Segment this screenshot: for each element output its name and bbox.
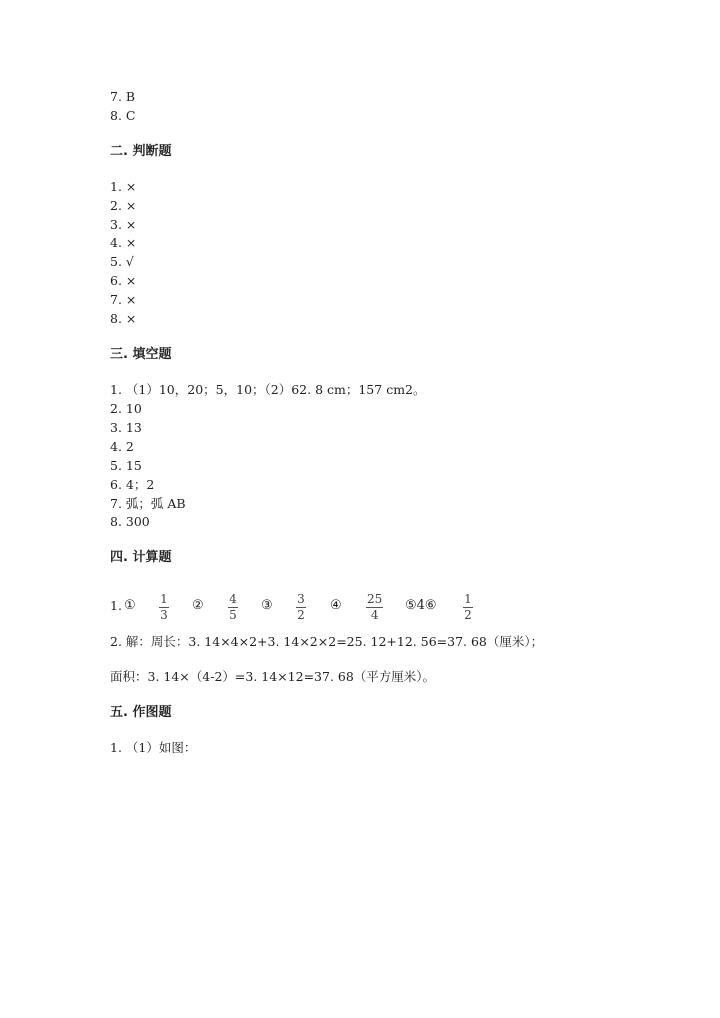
fraction: [366, 593, 383, 622]
answer-line: 3. ×: [110, 217, 137, 232]
section-heading: 三. 填空题: [110, 347, 172, 362]
section-heading: 四. 计算题: [110, 550, 172, 565]
circled-marker: ④: [330, 598, 342, 613]
answer-line: 4. 2: [110, 439, 134, 454]
fraction-denominator: 4: [370, 608, 379, 622]
answer-line: 4. ×: [110, 235, 137, 250]
fraction: [463, 593, 473, 622]
answer-line: 7. B: [110, 89, 136, 104]
circled-marker: ③: [261, 598, 273, 613]
fraction-numerator: 3: [297, 592, 305, 606]
fraction-numerator: 1: [160, 592, 168, 606]
section-heading: 五. 作图题: [110, 705, 172, 720]
fraction: [228, 593, 238, 622]
answer-line: 1. （1）如图：: [110, 740, 197, 755]
fraction-numerator: 4: [229, 592, 237, 606]
answer-line: 7. 弧；弧 AB: [110, 496, 186, 511]
answer-line: 2. 解：周长：3. 14×4×2+3. 14×2×2=25. 12+12. 56=37. 68（厘米）；: [110, 634, 544, 649]
answer-line: 6. 4；2: [110, 477, 155, 492]
fraction-denominator: 3: [160, 608, 168, 622]
section-heading: 二. 判断题: [110, 144, 172, 159]
fraction-numerator: 25: [367, 592, 383, 606]
fraction: [159, 593, 169, 622]
answer-line: 8. C: [110, 108, 136, 123]
answer-line: 面积：3. 14×（4-2）=3. 14×12=37. 68（平方厘米）。: [110, 669, 436, 684]
fraction-numerator: 1: [464, 592, 472, 606]
answer-line: 5. √: [110, 254, 134, 269]
answer-line: 6. ×: [110, 273, 137, 288]
fraction-denominator: 2: [297, 608, 305, 622]
circled-marker: ②: [192, 598, 204, 613]
answer-line: 8. ×: [110, 311, 137, 326]
answer-line: 2. ×: [110, 198, 137, 213]
question-number: 1.: [110, 598, 122, 613]
fraction-denominator: 5: [229, 608, 237, 622]
answer-line: 1. （1）10，20；5，10；（2）62. 8 cm；157 cm2。: [110, 382, 426, 397]
answer-line: 8. 300: [110, 514, 150, 529]
answer-line: 5. 15: [110, 458, 142, 473]
fraction: [296, 593, 306, 622]
answer-line: 2. 10: [110, 401, 142, 416]
answer-line: 1. ×: [110, 179, 137, 194]
circled-marker: ①: [124, 598, 136, 613]
fraction-denominator: 2: [464, 608, 472, 622]
answer-line: 7. ×: [110, 292, 137, 307]
circled-marker: ⑤4⑥: [405, 598, 437, 613]
answer-line: 3. 13: [110, 420, 142, 435]
